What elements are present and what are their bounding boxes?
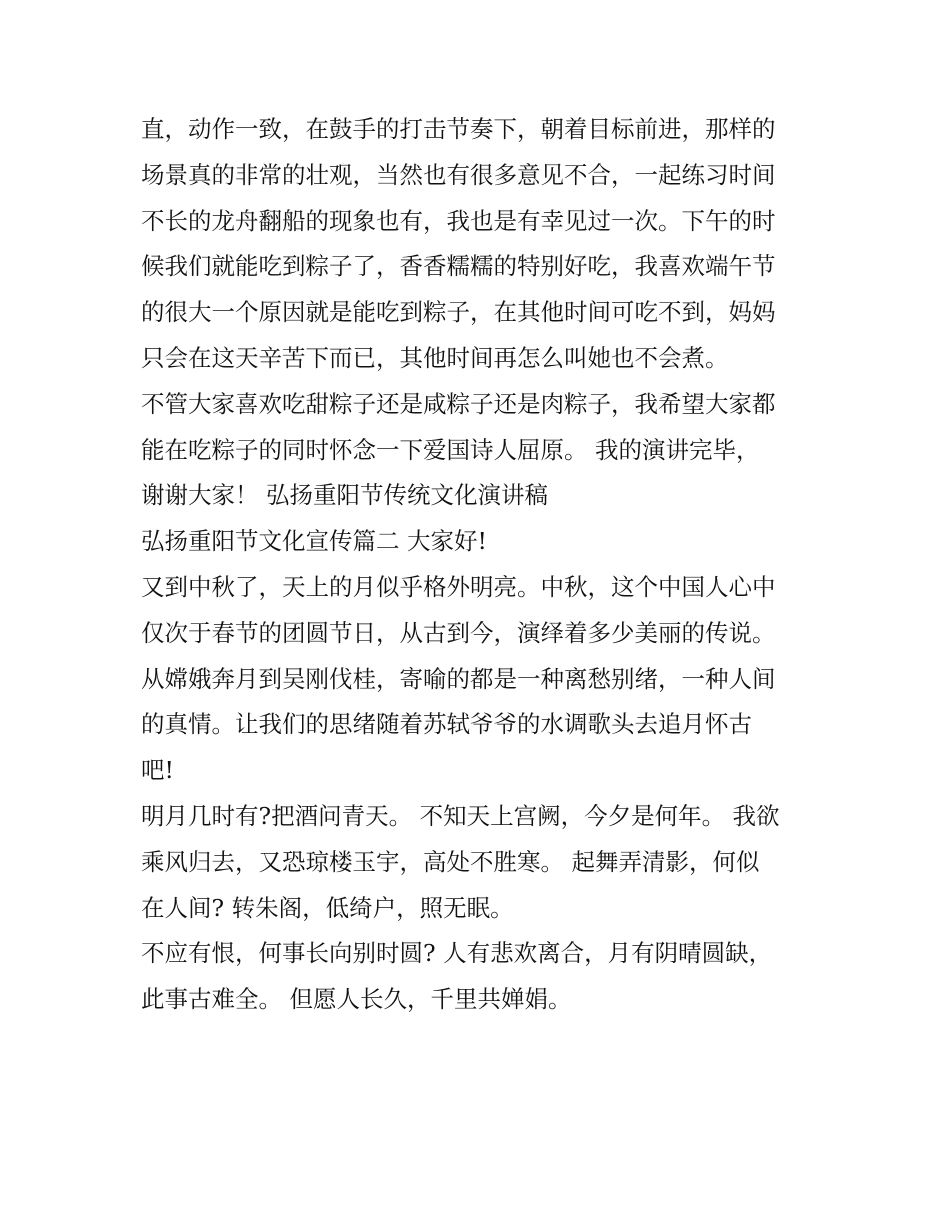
- text-line: 在人间? 转朱阁，低绮户，照无眠。: [141, 893, 514, 922]
- text-line: 不管大家喜欢吃甜粽子还是咸粽子还是肉粽子，我希望大家都: [141, 389, 776, 418]
- text-line: 候我们就能吃到粽子了，香香糯糯的特别好吃，我喜欢端午节: [141, 252, 776, 281]
- document-body: [141, 107, 831, 1023]
- text-line: 吧!: [141, 756, 174, 785]
- text-line: 能在吃粽子的同时怀念一下爱国诗人屈原。 我的演讲完毕，: [141, 435, 760, 464]
- text-line: 场景真的非常的壮观，当然也有很多意见不合，一起练习时间: [141, 160, 776, 189]
- text-line: 不长的龙舟翻船的现象也有，我也是有幸见过一次。下午的时: [141, 206, 776, 235]
- text-line: 的很大一个原因就是能吃到粽子，在其他时间可吃不到，妈妈: [141, 298, 776, 327]
- text-line: 不应有恨，何事长向别时圆? 人有悲欢离合，月有阴晴圆缺，: [141, 939, 773, 968]
- text-line: 从嫦娥奔月到吴刚伐桂，寄喻的都是一种离愁别绪，一种人间: [141, 664, 776, 693]
- text-line: 乘风归去，又恐琼楼玉宇，高处不胜寒。 起舞弄清影，何似: [141, 847, 760, 876]
- text-line: 仅次于春节的团圆节日，从古到今，演绎着多少美丽的传说。: [141, 618, 776, 647]
- text-line: 弘扬重阳节文化宣传篇二 大家好!: [141, 527, 487, 556]
- text-line: 的真情。让我们的思绪随着苏轼爷爷的水调歌头去追月怀古: [141, 710, 752, 739]
- text-line: 只会在这天辛苦下而已，其他时间再怎么叫她也不会煮。: [141, 343, 729, 372]
- text-line: 谢谢大家！ 弘扬重阳节传统文化演讲稿: [141, 481, 548, 510]
- text-line: 直，动作一致，在鼓手的打击节奏下，朝着目标前进，那样的: [141, 115, 776, 143]
- text-line: 又到中秋了，天上的月似乎格外明亮。中秋，这个中国人心中: [141, 572, 776, 601]
- text-line: 此事古难全。 但愿人长久，千里共婵娟。: [141, 985, 572, 1014]
- text-line: 明月几时有?把酒问青天。 不知天上宫阙，今夕是何年。 我欲: [141, 801, 780, 830]
